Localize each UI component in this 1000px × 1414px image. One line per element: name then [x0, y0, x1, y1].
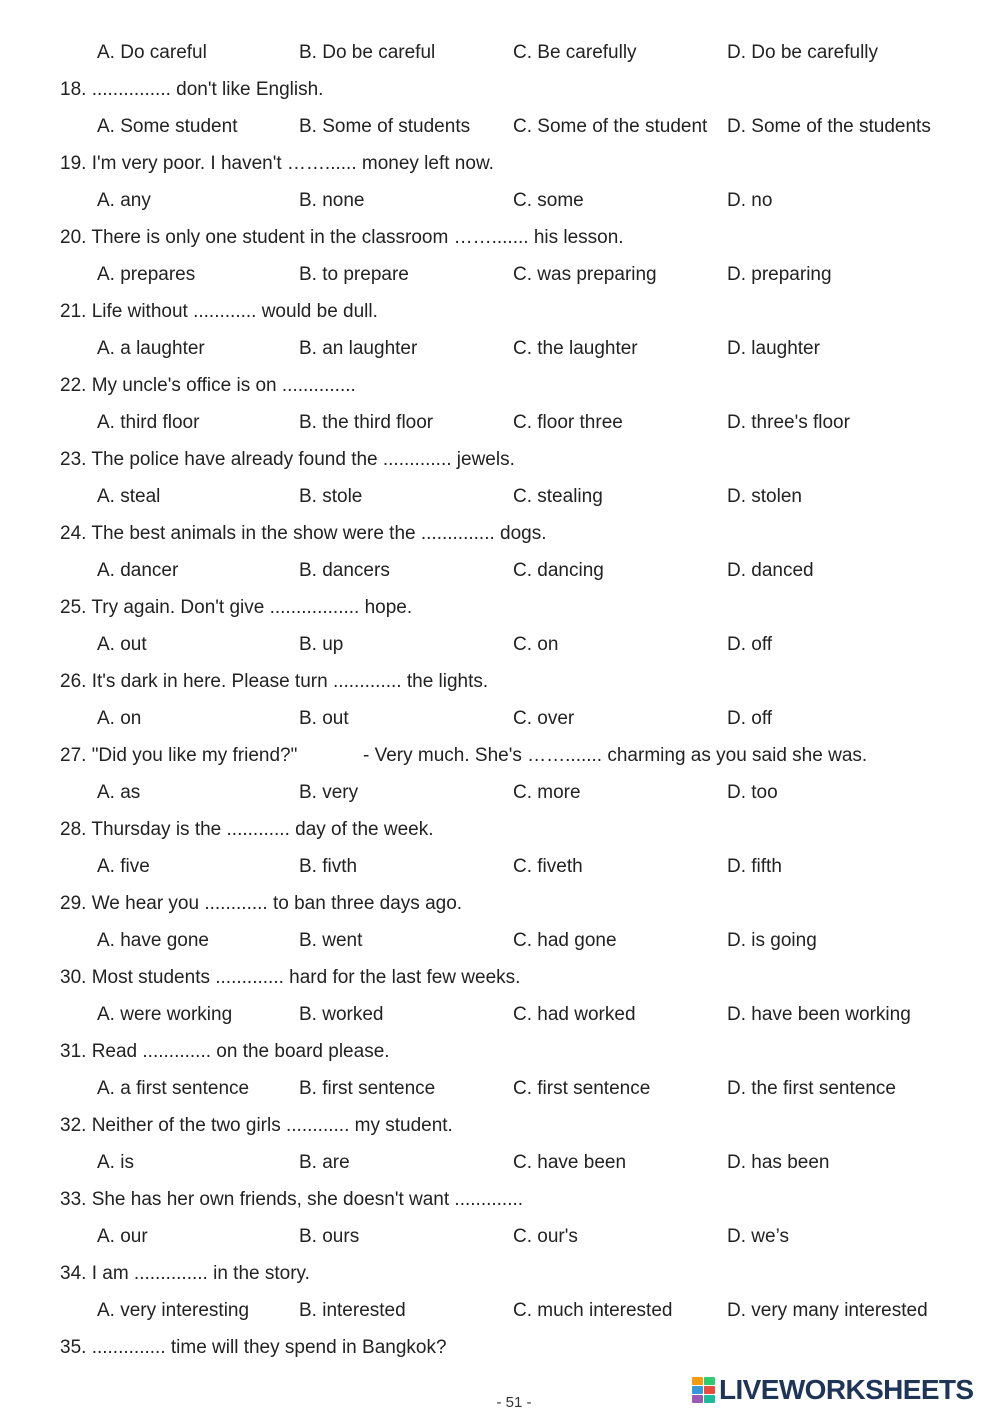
question-text: 27. "Did you like my friend?": [60, 745, 298, 766]
options-28: [0, 848, 1000, 885]
question-25: [0, 589, 1000, 626]
option-a: A. Some student: [97, 116, 238, 137]
option-c: C. dancing: [513, 560, 604, 581]
options-23: [0, 478, 1000, 515]
option-c: C. our's: [513, 1226, 578, 1247]
options-19: [0, 182, 1000, 219]
options-18: [0, 108, 1000, 145]
option-b: B. first sentence: [299, 1078, 436, 1099]
option-c: C. Some of the student: [513, 116, 708, 137]
question-35: [0, 1329, 1000, 1366]
question-27: [0, 737, 1000, 774]
option-d: D. we’s: [727, 1226, 789, 1247]
options-34: [0, 1292, 1000, 1329]
option-c: C. some: [513, 190, 584, 211]
question-text: 25. Try again. Don't give ................. hope.: [60, 597, 413, 618]
options-25: [0, 626, 1000, 663]
option-c: C. have been: [513, 1152, 627, 1173]
question-text: 23. The police have already found the ............. jewels.: [60, 449, 515, 470]
question-text: 22. My uncle's office is on ..............: [60, 375, 356, 396]
options-29: [0, 922, 1000, 959]
option-c: C. more: [513, 782, 581, 803]
option-b: B. Some of students: [299, 116, 471, 137]
question-20: [0, 219, 1000, 256]
question-text: 18. ............... don't like English.: [60, 79, 324, 100]
option-c: C. had gone: [513, 930, 617, 951]
question-text: 21. Life without ............ would be dull.: [60, 301, 378, 322]
option-a: A. as: [97, 782, 141, 803]
option-d: D. three's floor: [727, 412, 850, 433]
option-c: C. was preparing: [513, 264, 657, 285]
option-c: C. much interested: [513, 1300, 673, 1321]
logo-square-icon: [692, 1386, 703, 1394]
question-text: 28. Thursday is the ............ day of the week.: [60, 819, 434, 840]
option-a: A. steal: [97, 486, 161, 507]
option-d: D. no: [727, 190, 773, 211]
option-b: B. Do be careful: [299, 42, 436, 63]
option-b: B. dancers: [299, 560, 390, 581]
option-b: B. ours: [299, 1226, 360, 1247]
liveworksheets-logo-icon: [692, 1377, 716, 1403]
option-d: D. have been working: [727, 1004, 911, 1025]
options-17: [0, 34, 1000, 71]
option-a: A. third floor: [97, 412, 200, 433]
option-a: A. on: [97, 708, 142, 729]
option-c: C. floor three: [513, 412, 623, 433]
question-33: [0, 1181, 1000, 1218]
option-c: C. fiveth: [513, 856, 583, 877]
liveworksheets-logo: [692, 1373, 974, 1407]
question-34: [0, 1255, 1000, 1292]
logo-square-icon: [692, 1395, 703, 1403]
option-a: A. out: [97, 634, 147, 655]
option-b: B. none: [299, 190, 365, 211]
options-20: [0, 256, 1000, 293]
option-c: C. first sentence: [513, 1078, 651, 1099]
question-31: [0, 1033, 1000, 1070]
options-27: [0, 774, 1000, 811]
option-d: D. laughter: [727, 338, 820, 359]
logo-text: LIVEWORKSHEETS: [719, 1374, 974, 1405]
question-21: [0, 293, 1000, 330]
option-b: B. an laughter: [299, 338, 418, 359]
option-d: D. Some of the students: [727, 116, 931, 137]
option-d: D. fifth: [727, 856, 782, 877]
option-d: D. is going: [727, 930, 817, 951]
option-d: D. off: [727, 634, 773, 655]
option-d: D. stolen: [727, 486, 802, 507]
option-a: A. a laughter: [97, 338, 205, 359]
option-b: B. to prepare: [299, 264, 409, 285]
option-b: B. are: [299, 1152, 350, 1173]
question-19: [0, 145, 1000, 182]
option-a: A. have gone: [97, 930, 209, 951]
option-b: B. up: [299, 634, 344, 655]
question-24: [0, 515, 1000, 552]
options-21: [0, 330, 1000, 367]
options-30: [0, 996, 1000, 1033]
logo-square-icon: [704, 1377, 715, 1385]
question-30: [0, 959, 1000, 996]
worksheet: [0, 34, 1000, 1366]
option-b: B. fivth: [299, 856, 358, 877]
option-d: D. off: [727, 708, 773, 729]
option-a: A. very interesting: [97, 1300, 250, 1321]
option-b: B. the third floor: [299, 412, 434, 433]
option-a: A. dancer: [97, 560, 179, 581]
option-a: A. any: [97, 190, 151, 211]
question-text: 33. She has her own friends, she doesn't want .............: [60, 1189, 524, 1210]
options-22: [0, 404, 1000, 441]
option-b: B. out: [299, 708, 349, 729]
option-d: D. has been: [727, 1152, 830, 1173]
options-26: [0, 700, 1000, 737]
option-a: A. Do careful: [97, 42, 207, 63]
option-d: D. Do be carefully: [727, 42, 879, 63]
option-a: A. five: [97, 856, 150, 877]
option-c: C. stealing: [513, 486, 603, 507]
question-22: [0, 367, 1000, 404]
option-d: D. preparing: [727, 264, 832, 285]
question-text: 32. Neither of the two girls ............ my student.: [60, 1115, 453, 1136]
option-d: D. too: [727, 782, 778, 803]
question-18: [0, 71, 1000, 108]
question-text: 34. I am .............. in the story.: [60, 1263, 310, 1284]
question-text: 29. We hear you ............ to ban three days ago.: [60, 893, 463, 914]
question-text: 19. I'm very poor. I haven't ……...... money left now.: [60, 153, 494, 174]
question-26: [0, 663, 1000, 700]
options-31: [0, 1070, 1000, 1107]
option-a: A. were working: [97, 1004, 233, 1025]
options-33: [0, 1218, 1000, 1255]
option-b: B. went: [299, 930, 363, 951]
option-a: A. a first sentence: [97, 1078, 250, 1099]
option-b: B. interested: [299, 1300, 406, 1321]
option-c: C. the laughter: [513, 338, 638, 359]
option-d: D. very many interested: [727, 1300, 928, 1321]
question-text: 20. There is only one student in the classroom ……....... his lesson.: [60, 227, 624, 248]
option-b: B. very: [299, 782, 359, 803]
option-a: A. our: [97, 1226, 148, 1247]
question-reply-text: - Very much. She's ……....... charming as you said she was.: [363, 745, 868, 766]
logo-square-icon: [692, 1377, 703, 1385]
options-32: [0, 1144, 1000, 1181]
options-24: [0, 552, 1000, 589]
option-a: A. is: [97, 1152, 134, 1173]
option-a: A. prepares: [97, 264, 196, 285]
option-d: D. danced: [727, 560, 814, 581]
option-c: C. Be carefully: [513, 42, 637, 63]
option-c: C. over: [513, 708, 575, 729]
option-d: D. the first sentence: [727, 1078, 896, 1099]
question-text: 35. .............. time will they spend in Bangkok?: [60, 1337, 447, 1358]
question-text: 24. The best animals in the show were the .............. dogs.: [60, 523, 547, 544]
page-number: - 51 -: [496, 1394, 532, 1411]
option-c: C. had worked: [513, 1004, 636, 1025]
question-32: [0, 1107, 1000, 1144]
question-28: [0, 811, 1000, 848]
question-text: 31. Read ............. on the board please.: [60, 1041, 390, 1062]
question-text: 26. It's dark in here. Please turn ............. the lights.: [60, 671, 489, 692]
option-b: B. worked: [299, 1004, 384, 1025]
question-29: [0, 885, 1000, 922]
option-c: C. on: [513, 634, 559, 655]
option-b: B. stole: [299, 486, 363, 507]
question-text: 30. Most students ............. hard for the last few weeks.: [60, 967, 521, 988]
question-23: [0, 441, 1000, 478]
logo-square-icon: [704, 1386, 715, 1394]
logo-square-icon: [704, 1395, 715, 1403]
